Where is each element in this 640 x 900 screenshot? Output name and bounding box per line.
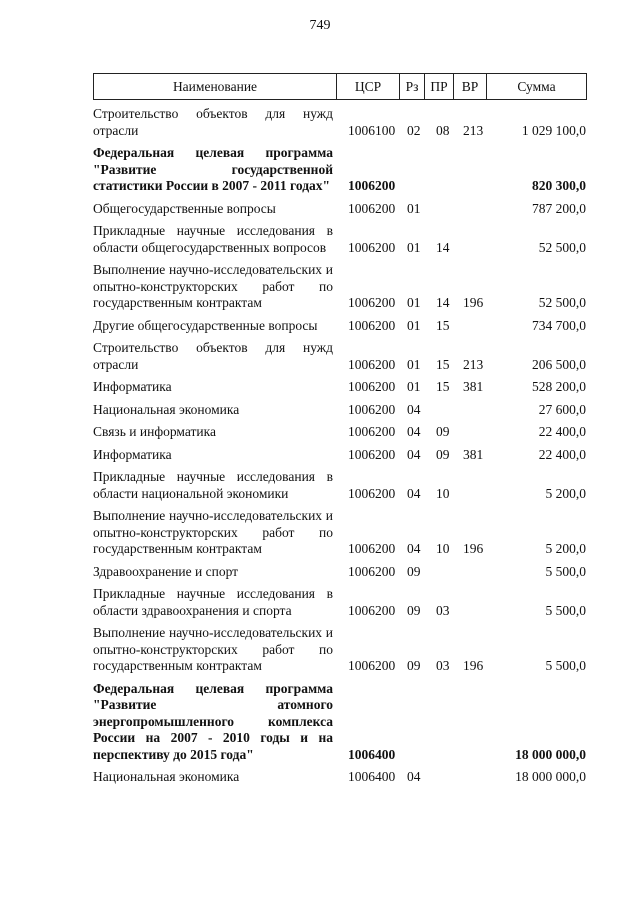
row-pr: 14 — [436, 239, 450, 255]
row-csr: 1006100 — [348, 122, 396, 138]
row-name: Выполнение научно-исследовательских и опытно-конструкторских работ по государственным контрактам — [93, 262, 333, 310]
table-row — [93, 769, 587, 786]
row-name: Информатика — [93, 379, 172, 394]
row-rz: 04 — [407, 424, 421, 439]
table-row — [93, 145, 587, 195]
row-vr: 196 — [463, 295, 484, 310]
row-csr: 1006200 — [348, 541, 396, 556]
row-pr: 15 — [436, 379, 450, 394]
row-csr: 1006200 — [348, 200, 396, 216]
row-pr: 10 — [436, 485, 450, 501]
row-rz: 04 — [407, 401, 421, 417]
header-rz: Рз — [400, 74, 425, 99]
row-sum: 22 400,0 — [538, 446, 586, 462]
row-name: Федеральная целевая программа "Развитие государственной статистики России в 2007 - 2011 годах" — [93, 145, 333, 193]
row-rz: 01 — [407, 200, 421, 216]
row-csr: 1006400 — [348, 746, 396, 762]
row-name: Здравоохранение и спорт — [93, 563, 239, 579]
row-csr: 1006200 — [348, 379, 396, 394]
row-name: Строительство объектов для нужд отрасли — [93, 340, 333, 372]
row-rz: 09 — [407, 602, 421, 618]
table-row — [93, 201, 587, 218]
header-csr: ЦСР — [337, 74, 400, 99]
page-number: 749 — [309, 18, 331, 33]
row-name: Строительство объектов для нужд отрасли — [93, 106, 333, 138]
row-pr: 03 — [436, 658, 450, 673]
row-pr: 15 — [436, 356, 450, 372]
row-rz: 01 — [407, 317, 421, 333]
table-row — [93, 447, 587, 464]
row-sum: 820 300,0 — [532, 178, 586, 193]
header-name: Наименование — [94, 74, 337, 99]
row-vr: 196 — [463, 541, 484, 556]
row-sum: 18 000 000,0 — [515, 746, 586, 762]
row-name: Прикладные научные исследования в области общегосударственных вопросов — [93, 223, 333, 255]
row-sum: 27 600,0 — [538, 401, 586, 417]
row-rz: 04 — [407, 769, 421, 784]
row-sum: 787 200,0 — [532, 200, 586, 216]
row-name: Прикладные научные исследования в области национальной экономики — [93, 469, 333, 501]
row-sum: 206 500,0 — [532, 356, 586, 372]
row-sum: 52 500,0 — [538, 295, 586, 310]
row-sum: 5 500,0 — [545, 602, 586, 618]
table-row — [93, 318, 587, 335]
row-csr: 1006200 — [348, 602, 396, 618]
row-csr: 1006200 — [348, 317, 396, 333]
row-csr: 1006400 — [348, 769, 396, 784]
row-csr: 1006200 — [348, 295, 396, 310]
table-row — [93, 625, 587, 675]
row-rz: 09 — [407, 658, 421, 673]
table-header — [93, 73, 587, 100]
row-vr: 196 — [463, 658, 484, 673]
row-name: Связь и информатика — [93, 424, 216, 439]
row-sum: 528 200,0 — [532, 379, 586, 394]
table-row — [93, 402, 587, 419]
row-csr: 1006200 — [348, 178, 396, 193]
row-name: Национальная экономика — [93, 769, 240, 784]
row-rz: 01 — [407, 295, 421, 310]
row-pr: 03 — [436, 602, 450, 618]
row-csr: 1006200 — [348, 658, 396, 673]
row-pr: 08 — [436, 122, 450, 138]
header-vr: ВР — [454, 74, 487, 99]
row-rz: 01 — [407, 379, 421, 394]
row-pr: 09 — [436, 424, 450, 439]
row-sum: 5 500,0 — [545, 658, 586, 673]
row-pr: 15 — [436, 317, 450, 333]
row-csr: 1006200 — [348, 446, 396, 462]
row-csr: 1006200 — [348, 356, 396, 372]
row-name: Выполнение научно-исследовательских и опытно-конструкторских работ по государственным контрактам — [93, 508, 333, 556]
table-row — [93, 681, 587, 764]
table-row — [93, 586, 587, 619]
row-pr: 14 — [436, 295, 450, 310]
table-row — [93, 340, 587, 373]
row-rz: 09 — [407, 563, 421, 579]
row-vr: 381 — [463, 446, 484, 462]
header-pr: ПР — [425, 74, 454, 99]
row-name: Выполнение научно-исследовательских и опытно-конструкторских работ по государственным контрактам — [93, 625, 333, 673]
row-csr: 1006200 — [348, 563, 396, 579]
row-csr: 1006200 — [348, 239, 396, 255]
row-sum: 734 700,0 — [532, 317, 586, 333]
row-pr: 10 — [436, 541, 450, 556]
row-sum: 5 200,0 — [545, 541, 586, 556]
table-row — [93, 508, 587, 558]
row-rz: 04 — [407, 485, 421, 501]
row-name: Прикладные научные исследования в области здравоохранения и спорта — [93, 586, 333, 618]
row-csr: 1006200 — [348, 401, 396, 417]
row-pr: 09 — [436, 446, 450, 462]
table-row — [93, 106, 587, 139]
row-name: Национальная экономика — [93, 401, 240, 417]
row-sum: 22 400,0 — [538, 424, 586, 439]
row-name: Другие общегосударственные вопросы — [93, 317, 318, 333]
table-row — [93, 223, 587, 256]
row-name: Федеральная целевая программа "Развитие атомного энергопромышленного комплекса России на 2007 - 2010 годы и на перспективу до 2015 года" — [93, 680, 333, 762]
row-sum: 1 029 100,0 — [521, 122, 586, 138]
row-name: Общегосударственные вопросы — [93, 200, 276, 216]
header-sum: Сумма — [517, 79, 556, 94]
row-rz: 04 — [407, 446, 421, 462]
row-rz: 04 — [407, 541, 421, 556]
table-row — [93, 424, 587, 441]
row-rz: 01 — [407, 239, 421, 255]
row-csr: 1006200 — [348, 485, 396, 501]
row-rz: 01 — [407, 356, 421, 372]
table-row — [93, 469, 587, 502]
table-row — [93, 379, 587, 396]
row-sum: 18 000 000,0 — [515, 769, 586, 784]
row-vr: 381 — [463, 379, 484, 394]
table-row — [93, 564, 587, 581]
row-sum: 5 500,0 — [545, 563, 586, 579]
row-vr: 213 — [463, 122, 484, 138]
row-vr: 213 — [463, 356, 484, 372]
row-csr: 1006200 — [348, 424, 396, 439]
table-row — [93, 262, 587, 312]
row-sum: 5 200,0 — [545, 485, 586, 501]
row-rz: 02 — [407, 122, 421, 138]
row-name: Информатика — [93, 446, 172, 462]
row-sum: 52 500,0 — [538, 239, 586, 255]
table-body — [93, 106, 587, 792]
